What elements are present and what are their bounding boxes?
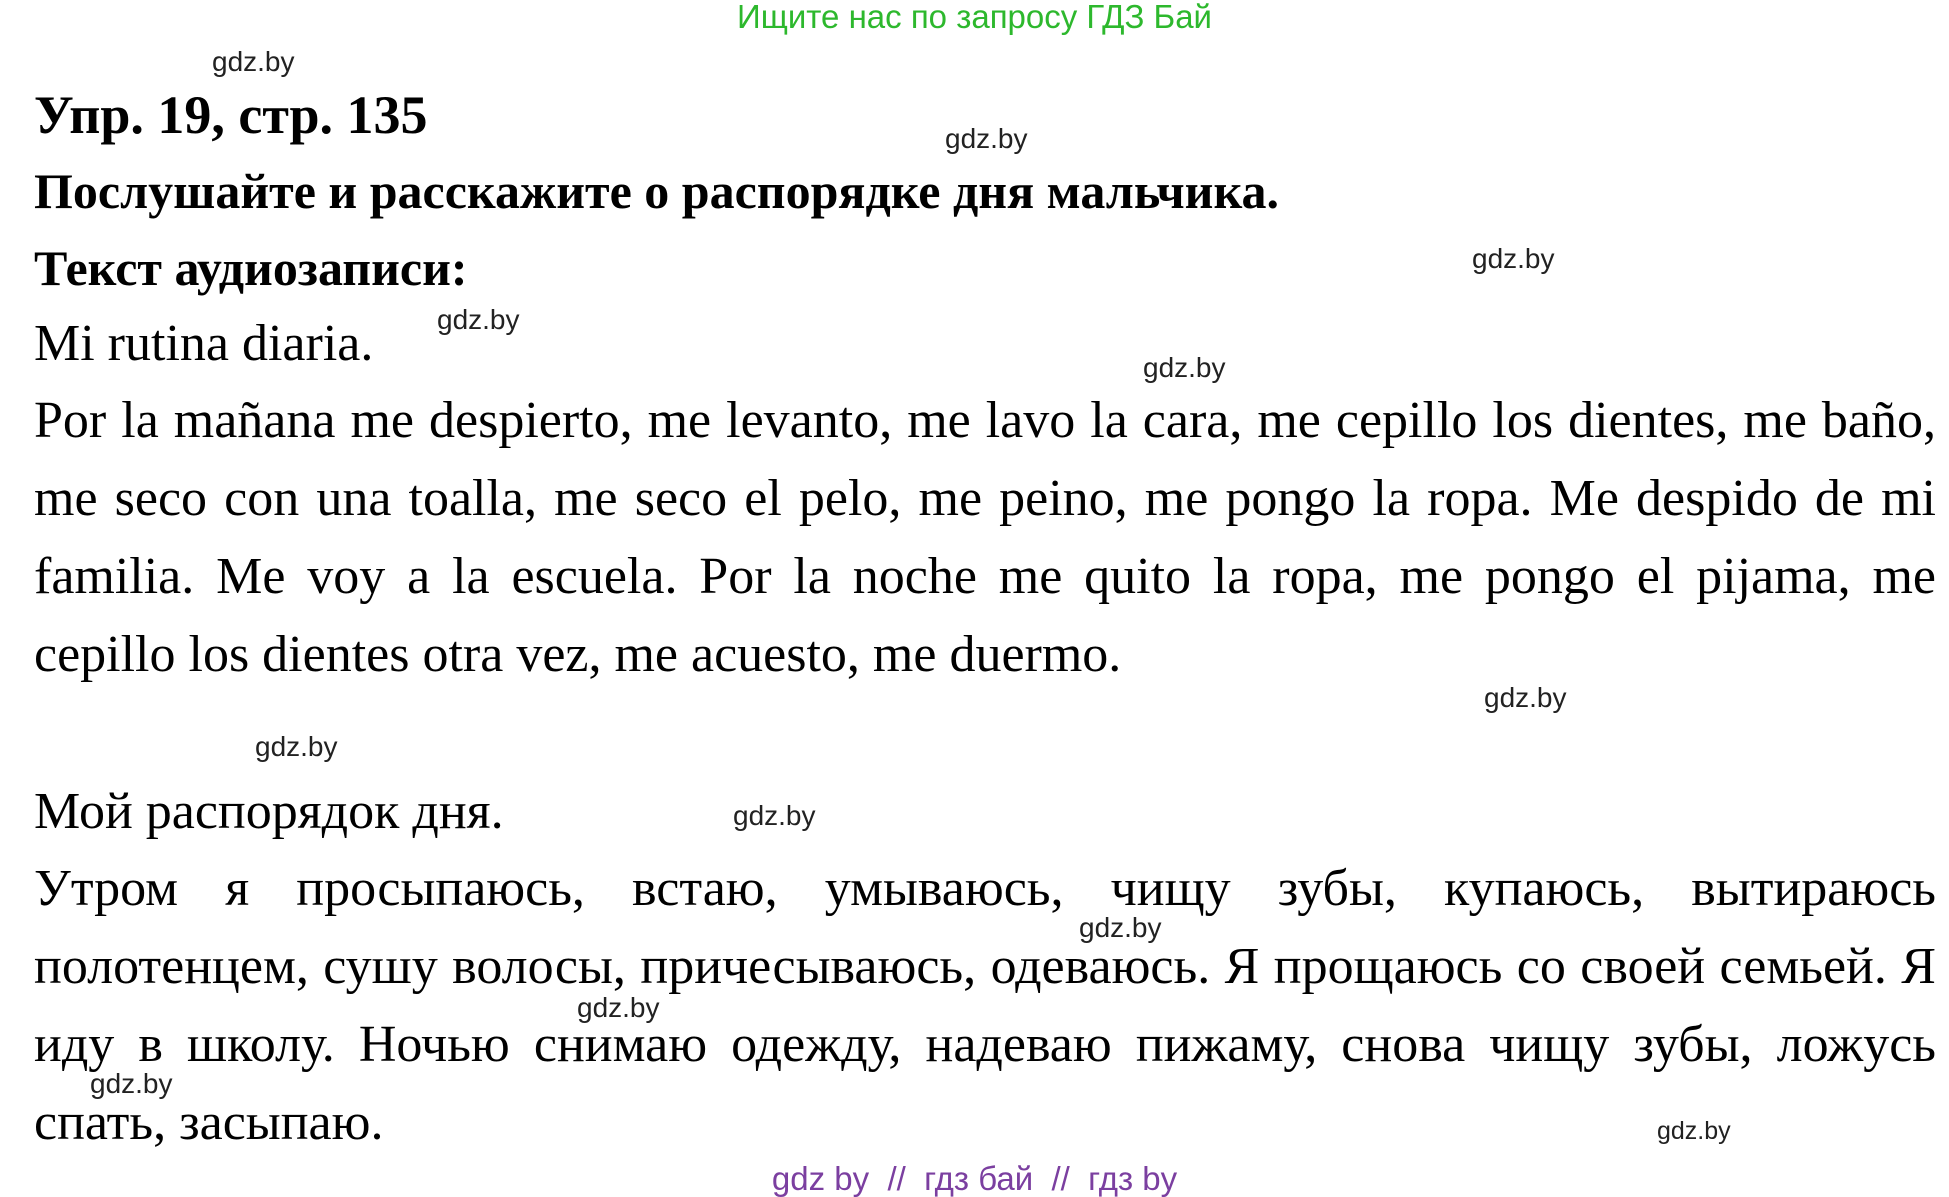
russian-paragraph: Утром я просыпаюсь, встаю, умываюсь, чищу зубы, купаюсь, вытираюсь полотенцем, сушу волосы, причесываюсь, одеваюсь. Я прощаюсь со своей семьей. Я иду в школу. Ночью снимаю одежду, надеваю пижаму, снова чищу зубы, ложусь спать, засыпаю. <box>34 860 1936 1151</box>
russian-title: Мой распорядок дня. <box>34 783 504 840</box>
watermark: gdz.by <box>1079 912 1162 943</box>
watermark: gdz.by <box>90 1068 173 1099</box>
watermark: gdz.by <box>1657 1117 1731 1145</box>
task-instruction: Послушайте и расскажите о распорядке дня мальчика. <box>34 163 1280 219</box>
watermark: gdz.by <box>212 46 295 77</box>
footer-links: gdz by // гдз бай // гдз by <box>771 1160 1178 1197</box>
watermark: gdz.by <box>437 304 520 335</box>
watermark: gdz.by <box>255 731 338 762</box>
spanish-paragraph: Por la mañana me despierto, me levanto, me lavo la cara, me cepillo los dientes, me baño, me seco con una toalla, me seco el pelo, me peino, me pongo la ropa. Me despido de mi familia. Me voy a la escuela. Por la noche me quito la ropa, me pongo el pijama, me cepillo los dientes otra vez, me acuesto, me duermo. <box>34 392 1936 683</box>
audio-label: Текст аудиозаписи: <box>34 240 468 296</box>
watermark: gdz.by <box>1472 243 1555 274</box>
top-banner: Ищите нас по запросу ГДЗ Бай <box>737 0 1212 35</box>
watermark: gdz.by <box>945 123 1028 154</box>
watermark: gdz.by <box>577 992 660 1023</box>
watermark: gdz.by <box>1143 352 1226 383</box>
exercise-title: Упр. 19, стр. 135 <box>34 85 428 145</box>
watermark: gdz.by <box>1484 682 1567 713</box>
spanish-title: Mi rutina diaria. <box>34 315 374 372</box>
watermark: gdz.by <box>733 800 816 831</box>
